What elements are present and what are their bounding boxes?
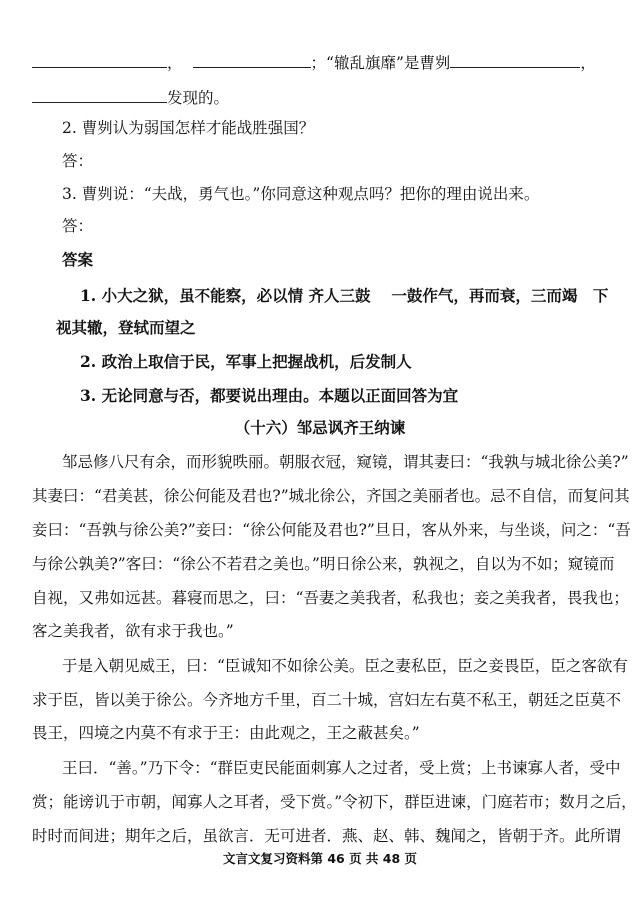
passage-line: 客之美我者，欲有求于我也。”	[32, 622, 234, 640]
question-text: 发现的。	[167, 89, 230, 107]
answer-3: 3. 无论同意与否，都要说出理由。本题以正面回答为宜	[80, 386, 459, 405]
passage-line: 王曰．“善。”乃下令：“群臣吏民能面刺寡人之过者，受上赏；上书谏寡人者，受中	[62, 759, 621, 777]
passage-line: 时时而间进；期年之后，虽欲言．无可进者．燕、赵、韩、魏闻之，皆朝于齐。此所谓	[32, 827, 622, 845]
question-3: 3. 曹刿说：“夫战，勇气也。”你同意这种观点吗？把你的理由说出来。	[62, 185, 540, 203]
answer-blank[interactable]	[32, 86, 167, 103]
answer-blank[interactable]	[193, 51, 311, 68]
section-title: （十六）邹忌讽齐王纳谏	[234, 418, 406, 437]
separator-text: ，	[167, 54, 183, 72]
passage-line: 赏；能谤讥于市朝，闻寡人之耳者，受下赏。”令初下，群臣进谏，门庭若市；数月之后，	[32, 793, 637, 811]
answer-blank[interactable]	[450, 51, 580, 68]
separator-text: ；	[310, 54, 327, 72]
answer-prompt-2: 答：	[62, 152, 94, 170]
answer-1-line-1: 1. 小大之狱，虽不能察，必以情 齐人三鼓 一鼓作气，再而衰，三而竭 下	[80, 286, 609, 305]
passage-line: 其妻曰：“君美甚，徐公何能及君也?”城北徐公，齐国之美丽者也。忌不自信，而复问其	[32, 487, 630, 505]
fill-in-line-2	[32, 86, 612, 108]
answer-prompt-3: 答：	[62, 217, 94, 235]
answer-1-line-2: 视其辙，登轼而望之	[56, 318, 196, 337]
question-2: 2. 曹刿认为弱国怎样才能战胜强国？	[62, 119, 315, 137]
answers-heading: 答案	[62, 250, 94, 269]
passage-line: 邹忌修八尺有余，而形貌昳丽。朝服衣冠，窥镜，谓其妻曰：“我孰与城北徐公美?”	[62, 453, 629, 471]
passage-line: 求于臣，皆以美于徐公。今齐地方千里，百二十城，宫妇左右莫不私王，朝廷之臣莫不	[32, 691, 622, 709]
passage-line: 与徐公孰美?”客曰：“徐公不若君之美也。”明日徐公来，孰视之，自以为不如；窥镜而	[32, 555, 615, 573]
answer-blank[interactable]	[32, 51, 167, 68]
page-footer: 文言文复习资料第 46 页 共 48 页	[222, 851, 418, 866]
question-text: “辙乱旗靡”是曹刿	[326, 54, 451, 72]
passage-line: 畏王，四境之内莫不有求于王：由此观之，王之蔽甚矣。”	[32, 724, 420, 742]
passage-line: 自视，又弗如远甚。暮寝而思之，曰：“吾妻之美我者，私我也；妾之美我者，畏我也；	[32, 589, 629, 607]
separator-text: ，	[580, 54, 596, 72]
passage-line: 于是入朝见威王，曰：“臣诚知不如徐公美。臣之妻私臣，臣之妾畏臣，臣之客欲有	[62, 657, 628, 675]
fill-in-line-1	[32, 51, 612, 73]
answer-2: 2. 政治上取信于民，军事上把握战机，后发制人	[80, 352, 412, 371]
passage-line: 妾曰：“吾孰与徐公美?”妾曰：“徐公何能及君也?”旦日，客从外来，与坐谈，问之：“吾	[32, 521, 631, 539]
